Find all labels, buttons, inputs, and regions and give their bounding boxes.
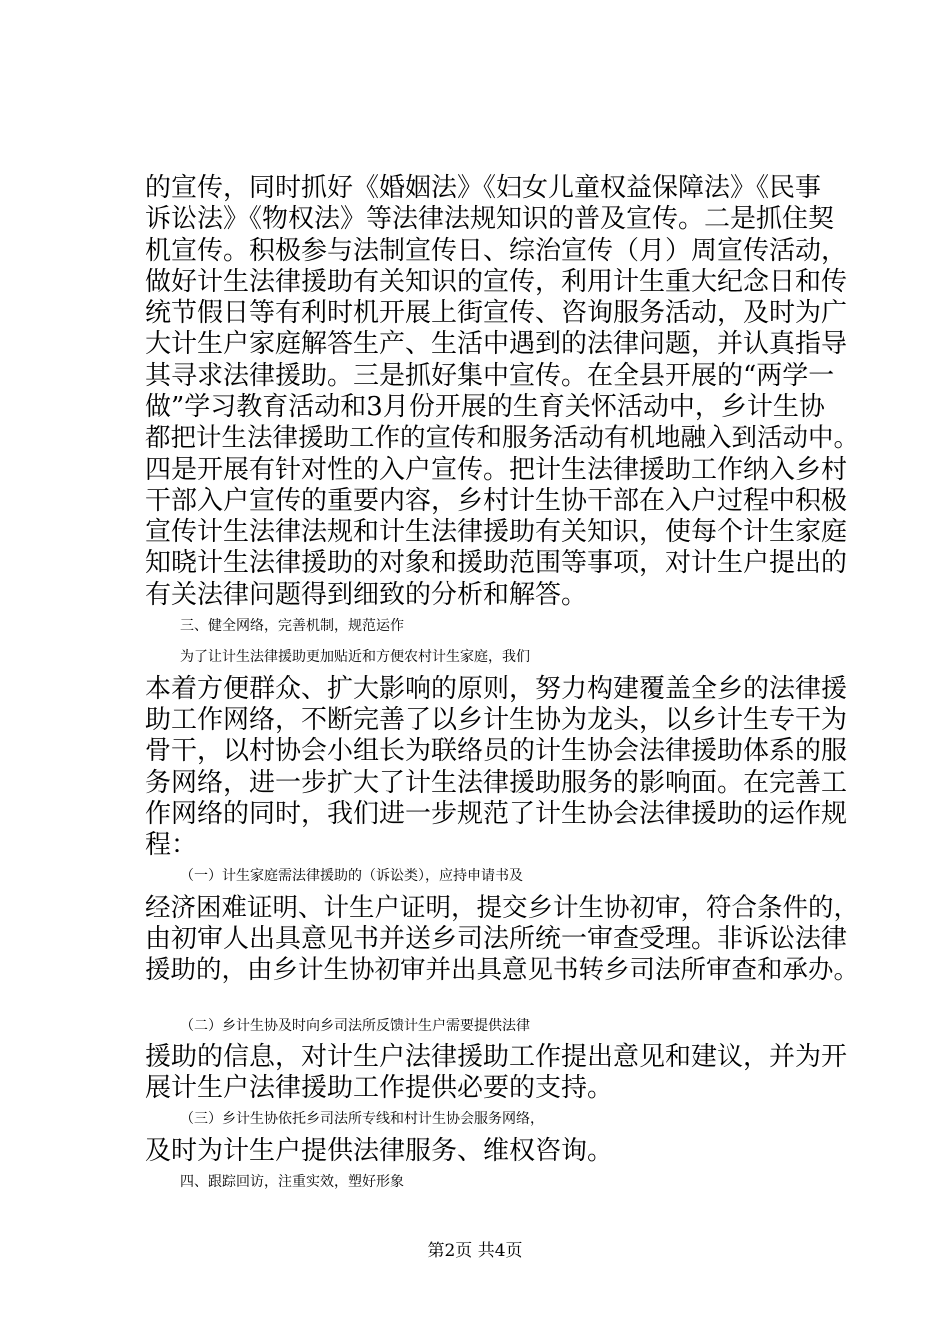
text-line: 有关法律问题得到细致的分析和解答。 [145, 580, 588, 610]
text-line: 经济困难证明、计生户证明，提交乡计生协初审，符合条件的， [145, 893, 860, 923]
text-line: 四是开展有针对性的入户宣传。把计生法律援助工作纳入乡村 [145, 455, 848, 485]
text-line: 助工作网络，不断完善了以乡计生协为龙头，以乡计生专干为 [145, 705, 848, 735]
text-line: 干部入户宣传的重要内容，乡村计生协干部在入户过程中积极 [145, 486, 848, 516]
text-line: 务网络，进一步扩大了计生法律援助服务的影响面。在完善工 [145, 768, 848, 798]
section-heading: 三、健全网络，完善机制，规范运作 [180, 618, 404, 634]
text-line: 作网络的同时，我们进一步规范了计生协会法律援助的运作规 [145, 799, 848, 829]
text-line: 大计生户家庭解答生产、生活中遇到的法律问题，并认真指导 [145, 329, 848, 359]
text-line: 宣传计生法律法规和计生法律援助有关知识，使每个计生家庭 [145, 517, 848, 547]
text-line: 及时为计生户提供法律服务、维权咨询。 [145, 1136, 614, 1166]
text-line: 展计生户法律援助工作提供必要的支持。 [145, 1073, 614, 1103]
text-line: （一）计生家庭需法律援助的（诉讼类），应持申请书及 [180, 868, 523, 884]
text-line: 诉讼法》《物权法》等法律法规知识的普及宣传。二是抓住契 [145, 204, 835, 234]
text-line: 程： [145, 830, 198, 860]
text-line: 做好计生法律援助有关知识的宣传，利用计生重大纪念日和传 [145, 267, 848, 297]
text-line: 都把计生法律援助工作的宣传和服务活动有机地融入到活动中。 [145, 423, 860, 453]
text-line: 知晓计生法律援助的对象和援助范围等事项，对计生户提出的 [145, 548, 848, 578]
text-line: 的宣传，同时抓好《婚姻法》《妇女儿童权益保障法》《民事 [145, 173, 822, 203]
text-line: 骨干，以村协会小组长为联络员的计生协会法律援助体系的服 [145, 736, 848, 766]
text-line: 机宣传。积极参与法制宣传日、综治宣传（月）周宣传活动， [145, 236, 848, 266]
text-line: 做”学习教育活动和3月份开展的生育关怀活动中，乡计生协 [145, 392, 825, 422]
page-footer: 第2页 共4页 [427, 1241, 523, 1261]
text-line: 为了让计生法律援助更加贴近和方便农村计生家庭，我们 [180, 649, 530, 665]
text-line: 本着方便群众、扩大影响的原则，努力构建覆盖全乡的法律援 [145, 674, 848, 704]
text-line: （二）乡计生协及时向乡司法所反馈计生户需要提供法律 [180, 1018, 530, 1034]
text-line: 其寻求法律援助。三是抓好集中宣传。在全县开展的“两学一 [145, 361, 835, 391]
text-line: （三）乡计生协依托乡司法所专线和村计生协会服务网络， [180, 1111, 544, 1127]
text-line: 统节假日等有利时机开展上街宣传、咨询服务活动，及时为广 [145, 298, 848, 328]
text-line: 援助的信息，对计生户法律援助工作提出意见和建议，并为开 [145, 1042, 848, 1072]
section-heading: 四、跟踪回访，注重实效，塑好形象 [180, 1174, 404, 1190]
text-line: 援助的，由乡计生协初审并出具意见书转乡司法所审查和承办。 [145, 955, 860, 985]
text-line: 由初审人出具意见书并送乡司法所统一审查受理。非诉讼法律 [145, 924, 848, 954]
